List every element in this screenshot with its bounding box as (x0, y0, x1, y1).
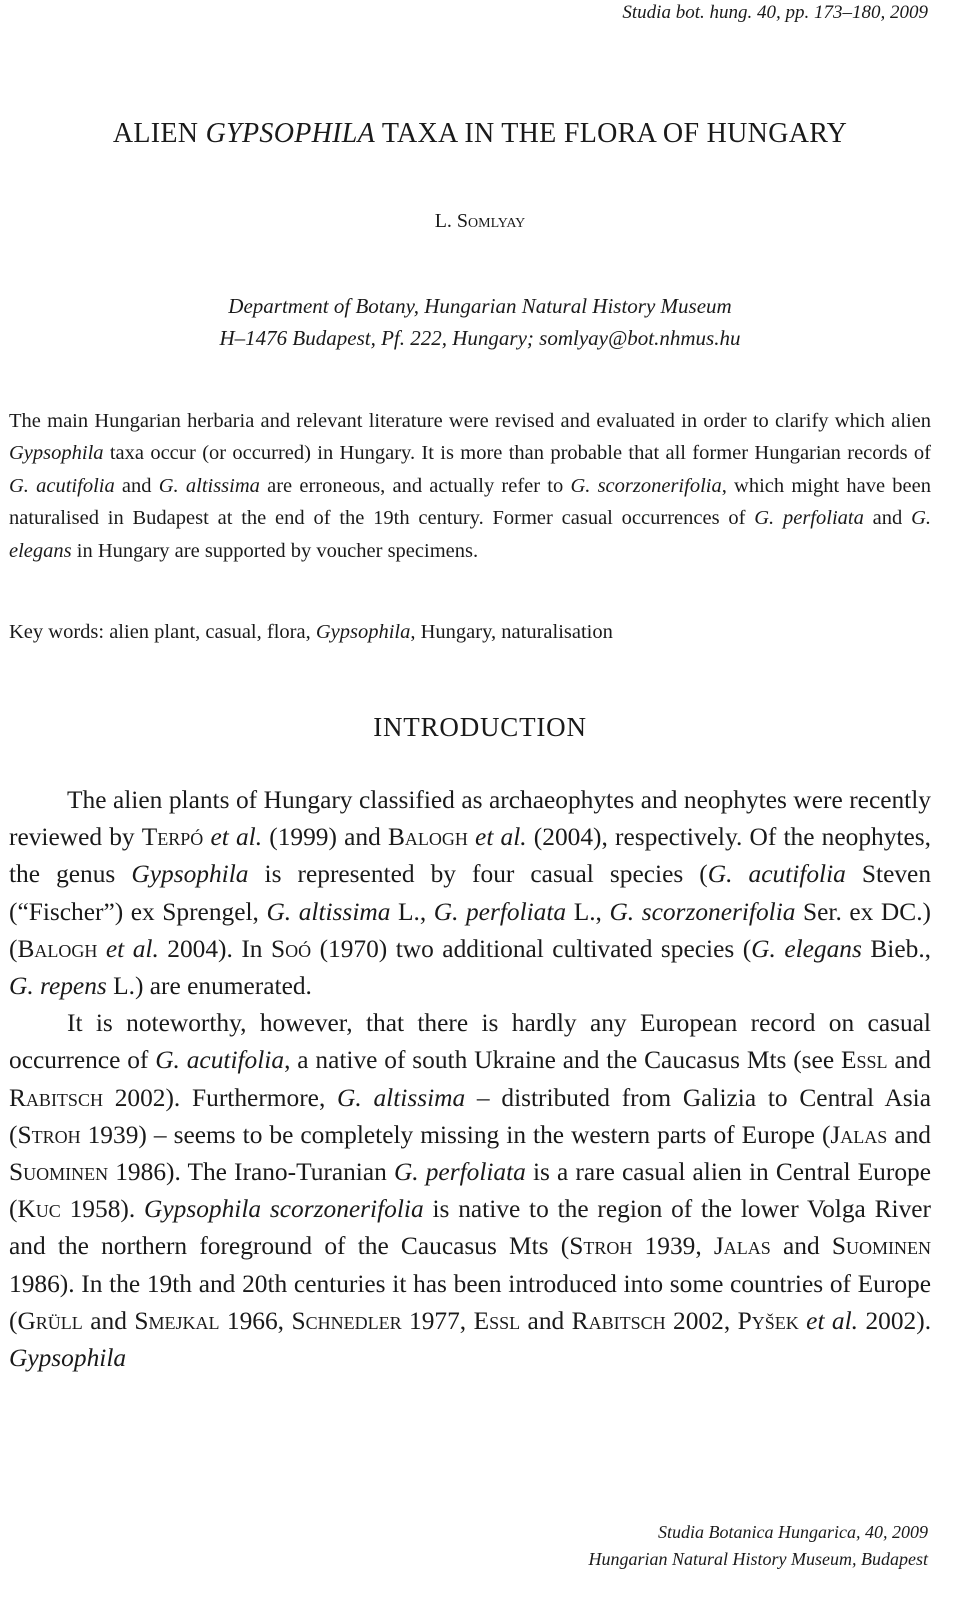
et-al: et al. (806, 1306, 859, 1335)
text-run: 2004). In (158, 934, 271, 963)
taxon-name: G. repens (9, 972, 107, 1001)
abstract-text: , which might have been naturalised in Budapest at the end of the 19th century. Former casual occurrences of (9, 474, 931, 530)
citation-author: Pyšek (737, 1306, 799, 1335)
et-al: et al. (105, 934, 159, 963)
text-run: It is noteworthy, however, that there is hardly any European record on casual occurrence of (9, 1009, 931, 1075)
affiliation (0, 290, 960, 354)
author-name: L. Somlyay (434, 210, 526, 232)
citation-author: Balogh (17, 934, 98, 963)
taxon-name: Gypsophila (9, 442, 104, 465)
text-run: and (82, 1306, 135, 1335)
citation-author: Jalas (830, 1120, 888, 1149)
abstract-text: taxa occur (or occurred) in Hungary. It is more than probable that all former Hungarian records of (103, 442, 931, 465)
paragraph (9, 1005, 931, 1377)
text-run: 1958). (60, 1195, 145, 1224)
taxon-name: G. perfoliata (393, 1158, 526, 1187)
text-run: Steven (“Fischer”) ex Sprengel, (9, 860, 932, 926)
keywords-text: , Hungary, naturalisation (410, 621, 613, 643)
text-run: (2004), respectively. Of the neophytes, the genus (9, 823, 931, 889)
page-footer (589, 1519, 929, 1573)
title-prefix: ALIEN (112, 118, 206, 149)
text-run: L., (566, 897, 610, 926)
taxon-name: G. scorzonerifolia (609, 897, 796, 926)
text-run (468, 823, 475, 851)
taxon-name: G. elegans (751, 934, 862, 963)
citation-author: Schnedler (291, 1306, 402, 1335)
abstract-text: The main Hungarian herbaria and relevant literature were revised and evaluated in order to clarify which alien (9, 410, 931, 432)
taxon-name: G. elegans (9, 507, 931, 562)
abstract-text: and (114, 474, 159, 497)
citation-author: Grüll (17, 1306, 83, 1335)
taxon-name: Gypsophila (315, 621, 411, 643)
text-run: 1986). The Irano-Turanian (108, 1158, 394, 1187)
text-run: and (887, 1120, 931, 1149)
taxon-name: G. acutifolia (707, 860, 846, 889)
abstract-text: in Hungary are supported by voucher specimens. (71, 539, 479, 562)
abstract-text: are erroneous, and actually refer to (259, 474, 571, 497)
article-title (0, 118, 960, 150)
text-run: is a rare casual alien in Central Europe ( (9, 1158, 931, 1224)
text-run: 2002). (858, 1306, 932, 1335)
text-run: Bieb., (861, 934, 932, 963)
text-run: Ser. ex DC.) ( (9, 897, 931, 963)
text-run: is represented by four casual species ( (248, 860, 708, 889)
et-al: et al. (475, 823, 527, 852)
citation-author: Kuc (17, 1195, 61, 1224)
taxon-name: G. altissima (158, 474, 260, 497)
affiliation-line: H–1476 Budapest, Pf. 222, Hungary; somlyay@bot.nhmus.hu (219, 326, 741, 350)
text-run: – distributed from Galizia to Central Asia ( (9, 1083, 931, 1149)
citation-author: Jalas (713, 1232, 771, 1261)
section-heading: INTRODUCTION (373, 712, 587, 742)
citation-author: Rabitsch (571, 1306, 666, 1335)
citation-author: Soó (270, 934, 312, 963)
citation-author: Smejkal (134, 1306, 220, 1335)
text-run: is native to the region of the lower Volga River and the northern foreground of the Caucasus Mts ( (9, 1195, 932, 1261)
keywords (9, 621, 931, 644)
title-genus: GYPSOPHILA (205, 118, 376, 149)
taxon-name: Gypsophila scorzonerifolia (144, 1195, 424, 1224)
text-run: (1999) and (262, 823, 388, 852)
footer-journal: Studia Botanica Hungarica, 40, 2009 (658, 1522, 928, 1542)
text-run: , a native of south Ukraine and the Caucasus Mts (see (284, 1046, 841, 1075)
text-run: L., (390, 897, 434, 926)
text-run: 1977, (401, 1306, 474, 1335)
keywords-text: Key words: alien plant, casual, flora, (9, 621, 316, 643)
text-run: The alien plants of Hungary classified as archaeophytes and neophytes were recently reviewed by (9, 786, 931, 852)
citation-author: Suominen (831, 1232, 932, 1261)
abstract (9, 405, 931, 567)
abstract-text: and (863, 507, 912, 530)
text-run: 1966, (219, 1306, 292, 1335)
citation-author: Balogh (387, 823, 468, 852)
citation-author: Essl (473, 1306, 521, 1335)
text-run: and (520, 1306, 572, 1335)
taxon-name: G. altissima (337, 1083, 466, 1112)
taxon-name: G. acutifolia (9, 474, 115, 497)
text-run: 1986). In the 19th and 20th centuries it has been introduced into some countries of Europe ( (9, 1269, 931, 1335)
text-run: 2002, (665, 1306, 738, 1335)
citation-author: Suominen (9, 1158, 109, 1187)
text-run: L.) are enumerated. (106, 972, 312, 1001)
affiliation-line: Department of Botany, Hungarian Natural History Museum (228, 294, 732, 318)
text-run: and (887, 1046, 931, 1075)
taxon-name: G. perfoliata (754, 507, 864, 530)
text-run: (1970) two additional cultivated species ( (311, 934, 752, 963)
text-run: and (770, 1232, 832, 1261)
introduction-body (9, 782, 931, 1377)
citation-author: Rabitsch (9, 1083, 103, 1112)
paragraph (9, 782, 931, 1005)
et-al: et al. (210, 823, 263, 852)
taxon-name: Gypsophila (131, 860, 249, 889)
citation-author: Terpó (141, 823, 204, 852)
title-suffix: TAXA IN THE FLORA OF HUNGARY (375, 118, 848, 149)
text-run: 1939) – seems to be completely missing in the western parts of Europe ( (80, 1120, 831, 1149)
taxon-name: G. perfoliata (433, 897, 567, 926)
running-head: Studia bot. hung. 40, pp. 173–180, 2009 (622, 2, 928, 23)
taxon-name: G. scorzonerifolia (570, 474, 722, 497)
taxon-name: G. altissima (266, 897, 391, 926)
footer-publisher: Hungarian Natural History Museum, Budapest (588, 1549, 928, 1569)
taxon-name: G. acutifolia (155, 1046, 285, 1075)
citation-author: Essl (840, 1046, 888, 1075)
text-run: 2002). Furthermore, (102, 1083, 338, 1112)
citation-author: Stroh (569, 1232, 633, 1261)
taxon-name: Gypsophila (9, 1344, 127, 1373)
citation-author: Stroh (17, 1120, 81, 1149)
text-run: 1939, (632, 1232, 714, 1261)
text-run (97, 935, 105, 963)
